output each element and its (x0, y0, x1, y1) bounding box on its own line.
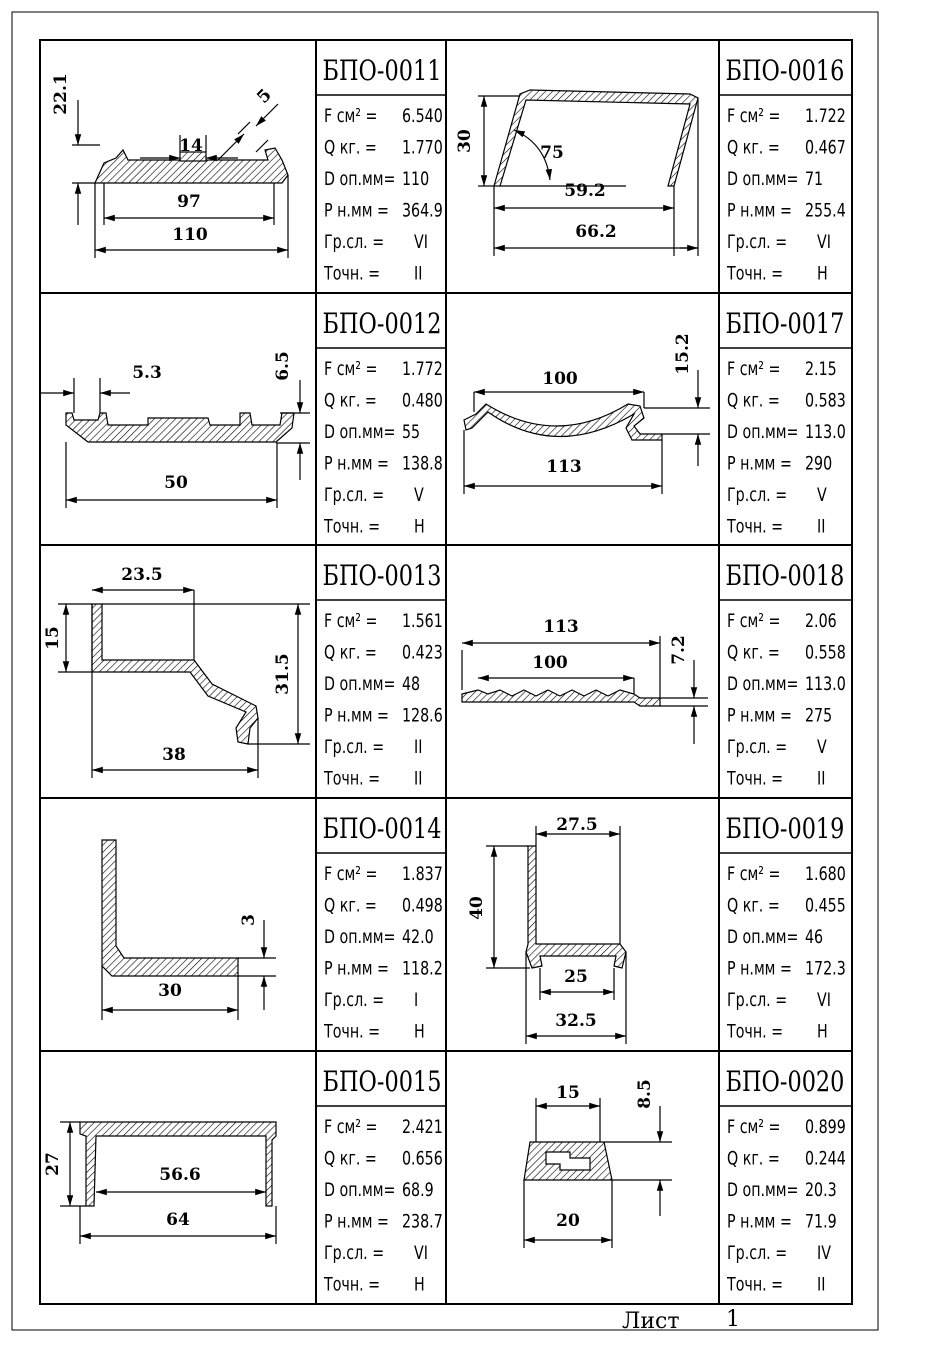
sheet-number: 1 (726, 1307, 740, 1332)
spec-value-P: 71.9 (805, 1209, 837, 1233)
spec-label: F см² = (324, 861, 378, 885)
spec-value-Gr: VI (817, 987, 831, 1011)
spec-value-F: 2.15 (805, 356, 837, 380)
spec-value-Q: 0.498 (402, 893, 443, 917)
dimension-label: 56.6 (159, 1165, 201, 1185)
spec-label: Гр.сл. = (727, 229, 788, 253)
spec-value-Gr: I (414, 987, 419, 1011)
spec-label: Р н.мм = (727, 1209, 792, 1233)
spec-value-Q: 0.467 (805, 135, 846, 159)
spec-value-F: 1.680 (805, 861, 846, 885)
spec-label: F см² = (324, 608, 378, 632)
dimension-label: 14 (179, 136, 203, 156)
spec-value-F: 6.540 (402, 103, 443, 127)
spec-label: Q кг. = (727, 388, 780, 412)
profile-code: БПО-0011 (322, 53, 442, 87)
spec-label: Точн. = (324, 766, 381, 790)
dimension-label: 32.5 (555, 1011, 597, 1031)
spec-value-P: 364.9 (402, 198, 443, 222)
dimension-label: 31.5 (273, 653, 293, 695)
spec-label: Р н.мм = (727, 198, 792, 222)
spec-value-T: Н (414, 1019, 425, 1043)
dimension-label: 66.2 (575, 222, 617, 242)
spec-value-T: II (414, 766, 423, 790)
profile-code: БПО-0020 (725, 1064, 845, 1098)
spec-label: F см² = (727, 356, 781, 380)
spec-label: Q кг. = (324, 893, 377, 917)
spec-label: Р н.мм = (324, 451, 389, 475)
spec-label: Гр.сл. = (324, 1240, 385, 1264)
profile-code: БПО-0018 (725, 558, 845, 592)
spec-label: Точн. = (727, 1019, 784, 1043)
profile-code: БПО-0019 (725, 811, 845, 845)
spec-value-T: II (817, 514, 826, 538)
sheet-label: Лист (622, 1309, 680, 1334)
spec-label: Гр.сл. = (727, 734, 788, 758)
spec-value-Gr: V (414, 482, 424, 506)
spec-label: Q кг. = (324, 640, 377, 664)
profile-code: БПО-0017 (725, 306, 845, 340)
spec-label: Q кг. = (727, 135, 780, 159)
spec-value-P: 128.6 (402, 703, 443, 727)
dimension-label: 113 (546, 457, 582, 477)
spec-label: Q кг. = (324, 388, 377, 412)
spec-value-D: 113.0 (805, 671, 846, 695)
dimension-label: 7.2 (669, 635, 689, 665)
spec-value-D: 110 (402, 166, 430, 190)
dimension-label: 100 (532, 653, 568, 673)
spec-value-D: 55 (402, 419, 421, 443)
spec-label: Q кг. = (727, 640, 780, 664)
profile-code: БПО-0016 (725, 53, 845, 87)
dimension-label: 110 (172, 225, 208, 245)
spec-value-F: 1.837 (402, 861, 443, 885)
spec-value-F: 0.899 (805, 1114, 846, 1138)
spec-label: Р н.мм = (324, 198, 389, 222)
spec-label: D оп.мм= (727, 419, 799, 443)
spec-value-Q: 0.656 (402, 1146, 443, 1170)
dimension-label: 23.5 (121, 565, 163, 585)
profile-drawing-0020 (524, 1098, 672, 1248)
dimension-label: 3 (239, 914, 259, 926)
dimension-label: 27.5 (556, 815, 598, 835)
spec-value-P: 238.7 (402, 1209, 443, 1233)
dimension-label: 15 (556, 1083, 580, 1103)
spec-label: Точн. = (324, 514, 381, 538)
dimension-label: 30 (158, 981, 182, 1001)
spec-value-P: 290 (805, 451, 833, 475)
spec-value-Gr: VI (817, 229, 831, 253)
dimension-label: 113 (543, 617, 579, 637)
spec-label: F см² = (727, 1114, 781, 1138)
profile-code: БПО-0015 (322, 1064, 442, 1098)
spec-label: Q кг. = (727, 1146, 780, 1170)
dimension-label: 40 (467, 896, 487, 920)
spec-value-Gr: V (817, 734, 827, 758)
dimension-label: 75 (540, 143, 564, 163)
spec-value-P: 138.8 (402, 451, 443, 475)
spec-value-Gr: V (817, 482, 827, 506)
dimension-label: 59.2 (564, 181, 606, 201)
spec-label: D оп.мм= (324, 419, 396, 443)
spec-label: F см² = (324, 103, 378, 127)
spec-label: Р н.мм = (324, 956, 389, 980)
spec-value-D: 20.3 (805, 1177, 837, 1201)
dimension-label: 64 (166, 1210, 190, 1230)
spec-value-P: 172.3 (805, 956, 846, 980)
dimension-label: 25 (564, 967, 588, 987)
spec-label: F см² = (727, 608, 781, 632)
spec-label: Точн. = (727, 1272, 784, 1296)
spec-value-Q: 0.480 (402, 388, 443, 412)
spec-label: Гр.сл. = (324, 987, 385, 1011)
spec-label: F см² = (324, 356, 378, 380)
spec-label: Р н.мм = (727, 956, 792, 980)
spec-value-T: II (817, 1272, 826, 1296)
spec-value-D: 71 (805, 166, 824, 190)
profile-drawing-0017 (464, 370, 710, 494)
spec-value-Q: 0.455 (805, 893, 846, 917)
spec-label: Точн. = (727, 261, 784, 285)
dimension-label: 5 (253, 85, 276, 108)
spec-label: Р н.мм = (727, 451, 792, 475)
spec-value-Gr: VI (414, 1240, 428, 1264)
dimension-label: 5.3 (132, 363, 162, 383)
spec-value-T: Н (414, 514, 425, 538)
spec-label: D оп.мм= (324, 1177, 396, 1201)
spec-label: Гр.сл. = (727, 482, 788, 506)
spec-value-T: Н (817, 261, 828, 285)
dimension-label: 6.5 (273, 351, 293, 381)
spec-label: Точн. = (727, 766, 784, 790)
spec-value-T: II (414, 261, 423, 285)
profile-code: БПО-0012 (322, 306, 442, 340)
spec-value-Q: 0.583 (805, 388, 846, 412)
spec-value-Gr: II (414, 734, 423, 758)
spec-value-Q: 0.244 (805, 1146, 846, 1170)
spec-value-T: Н (414, 1272, 425, 1296)
spec-label: D оп.мм= (727, 671, 799, 695)
dimension-label: 97 (177, 192, 201, 212)
spec-label: D оп.мм= (727, 166, 799, 190)
spec-value-Q: 0.423 (402, 640, 443, 664)
dimension-label: 30 (455, 129, 475, 153)
profile-code: БПО-0013 (322, 558, 442, 592)
spec-label: D оп.мм= (727, 924, 799, 948)
dimension-label: 15 (43, 626, 63, 650)
dimension-label: 50 (164, 473, 188, 493)
spec-label: Р н.мм = (324, 703, 389, 727)
spec-label: F см² = (727, 861, 781, 885)
dimension-label: 100 (542, 369, 578, 389)
spec-value-F: 1.772 (402, 356, 443, 380)
spec-value-P: 275 (805, 703, 833, 727)
spec-value-F: 2.06 (805, 608, 837, 632)
spec-value-T: Н (817, 1019, 828, 1043)
spec-label: Q кг. = (324, 135, 377, 159)
spec-value-F: 1.561 (402, 608, 443, 632)
spec-label: D оп.мм= (324, 671, 396, 695)
spec-value-F: 1.722 (805, 103, 846, 127)
spec-value-Gr: VI (414, 229, 428, 253)
dimension-label: 27 (43, 1152, 63, 1176)
dimension-label: 22.1 (51, 73, 71, 115)
spec-label: Гр.сл. = (324, 229, 385, 253)
spec-value-D: 48 (402, 671, 421, 695)
spec-value-D: 113.0 (805, 419, 846, 443)
spec-label: Гр.сл. = (324, 734, 385, 758)
spec-value-T: II (817, 766, 826, 790)
spec-label: Точн. = (324, 1272, 381, 1296)
spec-value-P: 255.4 (805, 198, 846, 222)
spec-value-Q: 1.770 (402, 135, 443, 159)
spec-value-Q: 0.558 (805, 640, 846, 664)
spec-label: Q кг. = (727, 893, 780, 917)
spec-label: Гр.сл. = (727, 1240, 788, 1264)
spec-label: Гр.сл. = (727, 987, 788, 1011)
spec-label: Гр.сл. = (324, 482, 385, 506)
spec-label: D оп.мм= (727, 1177, 799, 1201)
spec-value-D: 46 (805, 924, 824, 948)
spec-value-D: 42.0 (402, 924, 434, 948)
spec-value-F: 2.421 (402, 1114, 443, 1138)
spec-label: Точн. = (324, 261, 381, 285)
spec-label: Точн. = (324, 1019, 381, 1043)
spec-value-Gr: IV (817, 1240, 831, 1264)
spec-value-P: 118.2 (402, 956, 443, 980)
spec-label: D оп.мм= (324, 924, 396, 948)
spec-label: Q кг. = (324, 1146, 377, 1170)
profile-code: БПО-0014 (322, 811, 442, 845)
dimension-label: 20 (556, 1211, 580, 1231)
spec-label: Точн. = (727, 514, 784, 538)
dimension-label: 15.2 (673, 333, 693, 375)
spec-label: Р н.мм = (727, 703, 792, 727)
spec-label: D оп.мм= (324, 166, 396, 190)
profile-drawing-0014 (102, 840, 276, 1020)
dimension-label: 38 (162, 745, 186, 765)
dimension-label: 8.5 (635, 1079, 655, 1109)
spec-value-D: 68.9 (402, 1177, 434, 1201)
spec-label: F см² = (727, 103, 781, 127)
spec-label: F см² = (324, 1114, 378, 1138)
spec-label: Р н.мм = (324, 1209, 389, 1233)
